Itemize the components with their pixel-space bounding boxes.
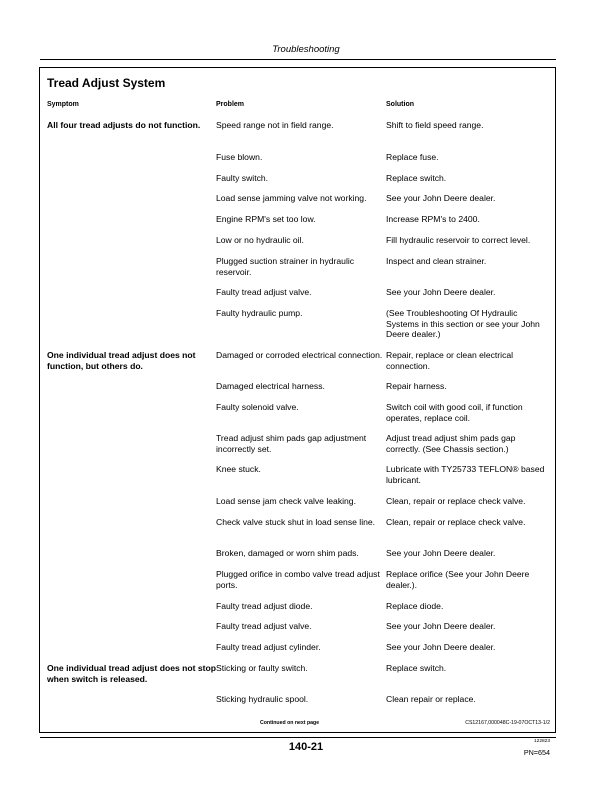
solution-cell: Replace orifice (See your John Deere dealer.). — [386, 569, 530, 590]
solution-cell: Replace fuse. — [386, 152, 439, 162]
solution-cell: Repair, replace or clean electrical connection. — [386, 350, 514, 371]
problem-cell: Check valve stuck shut in load sense line. — [216, 517, 376, 527]
solution-cell: See your John Deere dealer. — [386, 193, 496, 203]
solution-cell: Adjust tread adjust shim pads gap correctly. (See Chassis section.) — [386, 433, 516, 454]
page-number: 140-21 — [288, 741, 324, 753]
solution-cell: Inspect and clean strainer. — [386, 256, 487, 266]
column-header-symptom: Symptom — [47, 101, 79, 108]
problem-cell: Damaged or corroded electrical connection. — [216, 350, 383, 360]
date-code: 122823 — [533, 739, 550, 744]
problem-cell: Faulty tread adjust diode. — [216, 601, 313, 611]
solution-cell: Repair harness. — [386, 381, 447, 391]
problem-cell: Knee stuck. — [216, 464, 261, 474]
problem-cell: Plugged suction strainer in hydraulic reservoir. — [216, 256, 355, 277]
problem-cell: Faulty hydraulic pump. — [216, 308, 303, 318]
problem-cell: Faulty solenoid valve. — [216, 402, 299, 412]
problem-cell: Faulty switch. — [216, 173, 269, 183]
solution-cell: Replace diode. — [386, 601, 444, 611]
problem-cell: Sticking hydraulic spool. — [216, 694, 309, 704]
problem-cell: Fuse blown. — [216, 152, 263, 162]
problem-cell: Faulty tread adjust valve. — [216, 621, 312, 631]
solution-cell: See your John Deere dealer. — [386, 287, 496, 297]
problem-cell: Broken, damaged or worn shim pads. — [216, 548, 359, 558]
solution-cell: Increase RPM's to 2400. — [386, 214, 480, 224]
problem-cell: Faulty tread adjust valve. — [216, 287, 312, 297]
problem-cell: Load sense jamming valve not working. — [216, 193, 367, 203]
problem-cell: Faulty tread adjust cylinder. — [216, 642, 321, 652]
continued-note: Continued on next page — [260, 720, 320, 726]
symptom-label: One individual tread adjust does not function, but others do. — [47, 350, 196, 371]
solution-cell: Replace switch. — [386, 173, 447, 183]
problem-cell: Damaged electrical harness. — [216, 381, 325, 391]
solution-cell: Replace switch. — [386, 663, 447, 673]
solution-cell: Fill hydraulic reservoir to correct level. — [386, 235, 531, 245]
problem-cell: Load sense jam check valve leaking. — [216, 496, 356, 506]
solution-cell: Clean, repair or replace check valve. — [386, 517, 526, 527]
problem-cell: Sticking or faulty switch. — [216, 663, 308, 673]
problem-cell: Speed range not in field range. — [216, 120, 334, 130]
solution-cell: Clean repair or replace. — [386, 694, 476, 704]
section-box — [39, 67, 556, 733]
solution-cell: Shift to field speed range. — [386, 120, 484, 130]
header-rule — [40, 59, 556, 60]
document-reference: CS12167,000048C-19-07OCT13-1/2 — [465, 720, 550, 726]
column-header-problem: Problem — [216, 101, 245, 108]
solution-cell: Switch coil with good coil, if function operates, replace coil. — [386, 402, 523, 423]
footer-rule — [40, 737, 556, 738]
solution-cell: Clean, repair or replace check valve. — [386, 496, 526, 506]
pn-label: PN=654 — [523, 748, 550, 757]
solution-cell: Lubricate with TY25733 TEFLON® based lubricant. — [386, 464, 545, 485]
symptom-label: One individual tread adjust does not stop when switch is released. — [47, 663, 217, 684]
solution-cell: See your John Deere dealer. — [386, 548, 496, 558]
solution-cell: (See Troubleshooting Of Hydraulic Systems in this section or see your John Deere dealer.) — [386, 308, 540, 340]
problem-cell: Plugged orifice in combo valve tread adjust ports. — [216, 569, 380, 590]
running-header: Troubleshooting — [272, 44, 340, 55]
column-header-solution: Solution — [386, 101, 414, 108]
problem-cell: Engine RPM's set too low. — [216, 214, 316, 224]
problem-cell: Tread adjust shim pads gap adjustment incorrectly set. — [216, 433, 367, 454]
solution-cell: See your John Deere dealer. — [386, 621, 496, 631]
solution-cell: See your John Deere dealer. — [386, 642, 496, 652]
section-title: Tread Adjust System — [47, 76, 166, 90]
symptom-label: All four tread adjusts do not function. — [47, 120, 201, 130]
problem-cell: Low or no hydraulic oil. — [216, 235, 304, 245]
